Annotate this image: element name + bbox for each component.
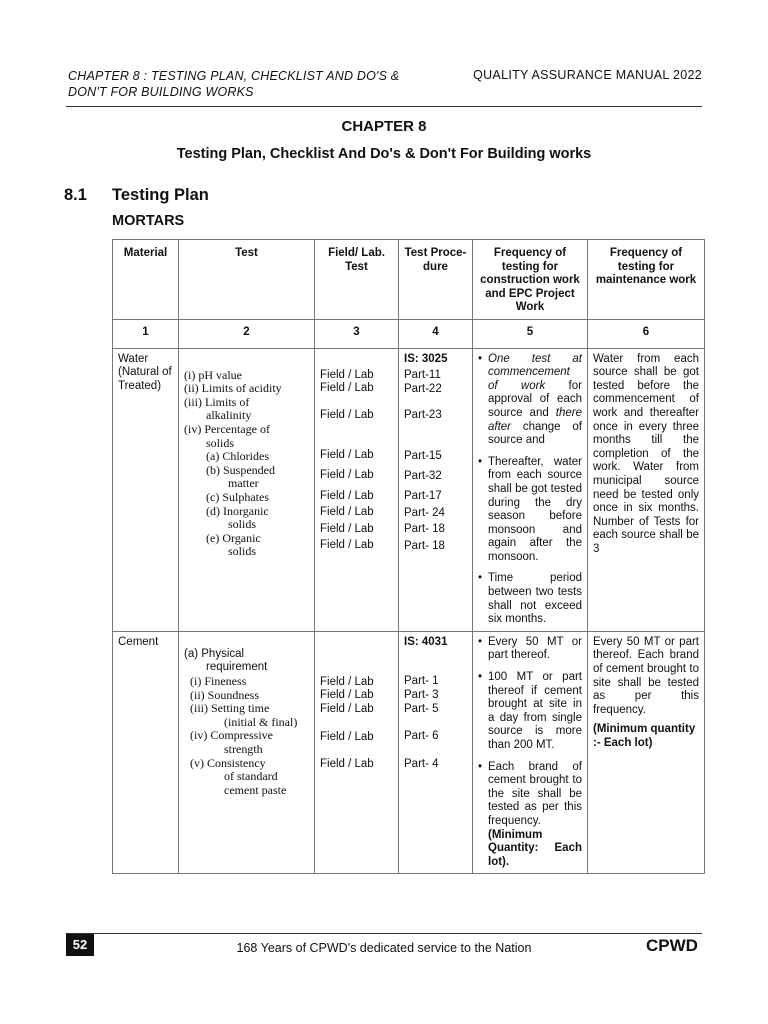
- header-freq-maintenance: Frequency of testing for maintenance work: [588, 240, 705, 320]
- field-lab: Field / Lab: [320, 703, 374, 716]
- field-lab: Field / Lab: [320, 506, 374, 519]
- procedure: Part- 18: [404, 523, 445, 536]
- freq-maintenance-cement: [588, 631, 705, 874]
- test-item-cont: (initial & final): [224, 714, 298, 729]
- test-item: (v) Consistency: [190, 755, 266, 770]
- header-rule: [66, 106, 702, 107]
- col-num: 4: [399, 319, 473, 348]
- col-num: 6: [588, 319, 705, 348]
- test-group: (a) Physical: [184, 647, 245, 660]
- field-lab: Field / Lab: [320, 689, 374, 702]
- min-quantity-note: (Minimum Quantity: Each lot).: [488, 828, 582, 868]
- procedure-water: [399, 348, 473, 631]
- test-item: (i) pH value: [184, 367, 242, 382]
- test-item: (iii) Setting time: [190, 701, 270, 716]
- header-procedure: Test Proce- dure: [399, 240, 473, 320]
- min-quantity-note: (Minimum quantity :- Each lot): [593, 723, 696, 749]
- field-lab: Field / Lab: [320, 449, 374, 462]
- chapter-heading: CHAPTER 8: [341, 118, 427, 135]
- tests-cement: [179, 631, 315, 874]
- test-subitem-cont: matter: [228, 476, 259, 491]
- freq-bullet: • 100 MT or part thereof if cement brought at site in a day from single source is more than 200 MT.: [478, 671, 582, 753]
- procedure: Part-23: [404, 409, 442, 422]
- field-lab-cement: [315, 631, 399, 874]
- test-item-cont: strength: [224, 742, 263, 756]
- procedure: Part- 6: [404, 730, 439, 743]
- column-number-row: [113, 319, 705, 348]
- col-num: 5: [473, 319, 588, 348]
- running-header-right: QUALITY ASSURANCE MANUAL 2022: [473, 68, 702, 82]
- test-subitem: (c) Sulphates: [206, 489, 269, 504]
- procedure: Part-17: [404, 490, 442, 503]
- field-lab: Field / Lab: [320, 408, 374, 421]
- procedure: Part- 1: [404, 675, 439, 688]
- material-water: Water (Natural of Treated): [113, 348, 179, 631]
- category-heading: MORTARS: [112, 213, 185, 229]
- table-header-row: [113, 240, 705, 320]
- test-item-cont: cement paste: [224, 782, 287, 797]
- test-item: (iv) Compressive: [190, 728, 273, 743]
- header-field-lab: Field/ Lab. Test: [315, 240, 399, 320]
- test-item: (ii) Limits of acidity: [184, 381, 282, 396]
- test-item: (i) Fineness: [190, 674, 247, 689]
- table-row-water: [113, 348, 705, 631]
- tests-water: [179, 348, 315, 631]
- freq-maintenance-water: Water from each source shall be got tested before the commencement of work and thereafter once in every three months till the completion of the work. Water from municipal source need be tested only once in six months. Number of Tests for each source shall be 3: [588, 348, 705, 631]
- header-material: Material: [113, 240, 179, 320]
- test-item: (iii) Limits of: [184, 394, 250, 409]
- material-cement: Cement: [113, 631, 179, 874]
- procedure: Part- 18: [404, 539, 445, 552]
- test-item-cont: solids: [206, 435, 235, 450]
- freq-bullet: • Thereafter, water from each source shall be got tested during the dry season before monsoon and again after the monsoon.: [478, 456, 582, 565]
- col-num: 3: [315, 319, 399, 348]
- field-lab: Field / Lab: [320, 522, 374, 535]
- header-test: Test: [179, 240, 315, 320]
- field-lab: Field / Lab: [320, 675, 374, 688]
- freq-bullet: • One test at commencement of work for approval of each source and there after change of source and: [478, 353, 582, 448]
- test-item: (ii) Soundness: [190, 687, 259, 702]
- field-lab: Field / Lab: [320, 489, 374, 502]
- procedure: Part-32: [404, 469, 442, 482]
- test-subitem: (b) Suspended: [206, 462, 275, 477]
- procedure: Part-15: [404, 449, 442, 462]
- section-title: Testing Plan: [112, 186, 209, 204]
- test-item-cont: alkalinity: [206, 408, 252, 423]
- freq-construction-cement: [473, 631, 588, 874]
- test-subitem: (d) Inorganic: [206, 503, 269, 518]
- test-subitem-cont: solids: [228, 517, 257, 532]
- running-header-left: CHAPTER 8 : TESTING PLAN, CHECKLIST AND DO'S & DON'T FOR BUILDING WORKS: [68, 69, 400, 99]
- field-lab: Field / Lab: [320, 368, 374, 381]
- chapter-subtitle: Testing Plan, Checklist And Do's & Don't For Building works: [176, 146, 592, 162]
- field-lab: Field / Lab: [320, 730, 374, 743]
- standard-code: IS: 4031: [404, 635, 448, 648]
- section-number: 8.1: [64, 186, 87, 204]
- testing-plan-table: [112, 239, 705, 874]
- footer-rule: [66, 933, 702, 934]
- test-item-cont: of standard: [224, 769, 278, 784]
- col-num: 2: [179, 319, 315, 348]
- table-row-cement: [113, 631, 705, 874]
- test-item: (iv) Percentage of: [184, 421, 270, 436]
- procedure: Part- 24: [404, 506, 445, 519]
- procedure: Part- 3: [404, 689, 439, 702]
- procedure-cement: [399, 631, 473, 874]
- field-lab: Field / Lab: [320, 382, 374, 395]
- field-lab: Field / Lab: [320, 539, 374, 552]
- freq-bullet: • Every 50 MT or part thereof.: [478, 636, 582, 663]
- procedure: Part-11: [404, 369, 441, 382]
- page-number: 52: [66, 934, 94, 956]
- cpwd-logo-icon: [642, 934, 702, 956]
- logo-lettering: CPWD: [646, 936, 698, 955]
- freq-construction-water: [473, 348, 588, 631]
- field-lab-water: [315, 348, 399, 631]
- freq-maintenance-text: Every 50 MT or part thereof. Each brand of cement brought to site shall be tested as per this frequency.: [593, 635, 699, 716]
- field-lab: Field / Lab: [320, 468, 374, 481]
- procedure: Part- 5: [404, 702, 439, 715]
- test-subitem-cont: solids: [228, 544, 257, 559]
- freq-bullet: • Time period between two tests shall not exceed six months.: [478, 572, 582, 626]
- field-lab: Field / Lab: [320, 758, 374, 771]
- test-subitem: (a) Chlorides: [206, 449, 269, 464]
- standard-code: IS: 3025: [404, 352, 448, 365]
- procedure: Part-22: [404, 382, 442, 395]
- test-group-cont: requirement: [206, 661, 268, 674]
- procedure: Part- 4: [404, 757, 439, 770]
- footer-tagline: 168 Years of CPWD's dedicated service to the Nation: [236, 941, 532, 955]
- col-num: 1: [113, 319, 179, 348]
- test-subitem: (e) Organic: [206, 530, 261, 545]
- freq-bullet: • Each brand of cement brought to the site shall be tested as per this frequency. (Minimum Quantity: Each lot).: [478, 761, 582, 870]
- header-freq-construction: Frequency of testing for construction work and EPC Project Work: [473, 240, 588, 320]
